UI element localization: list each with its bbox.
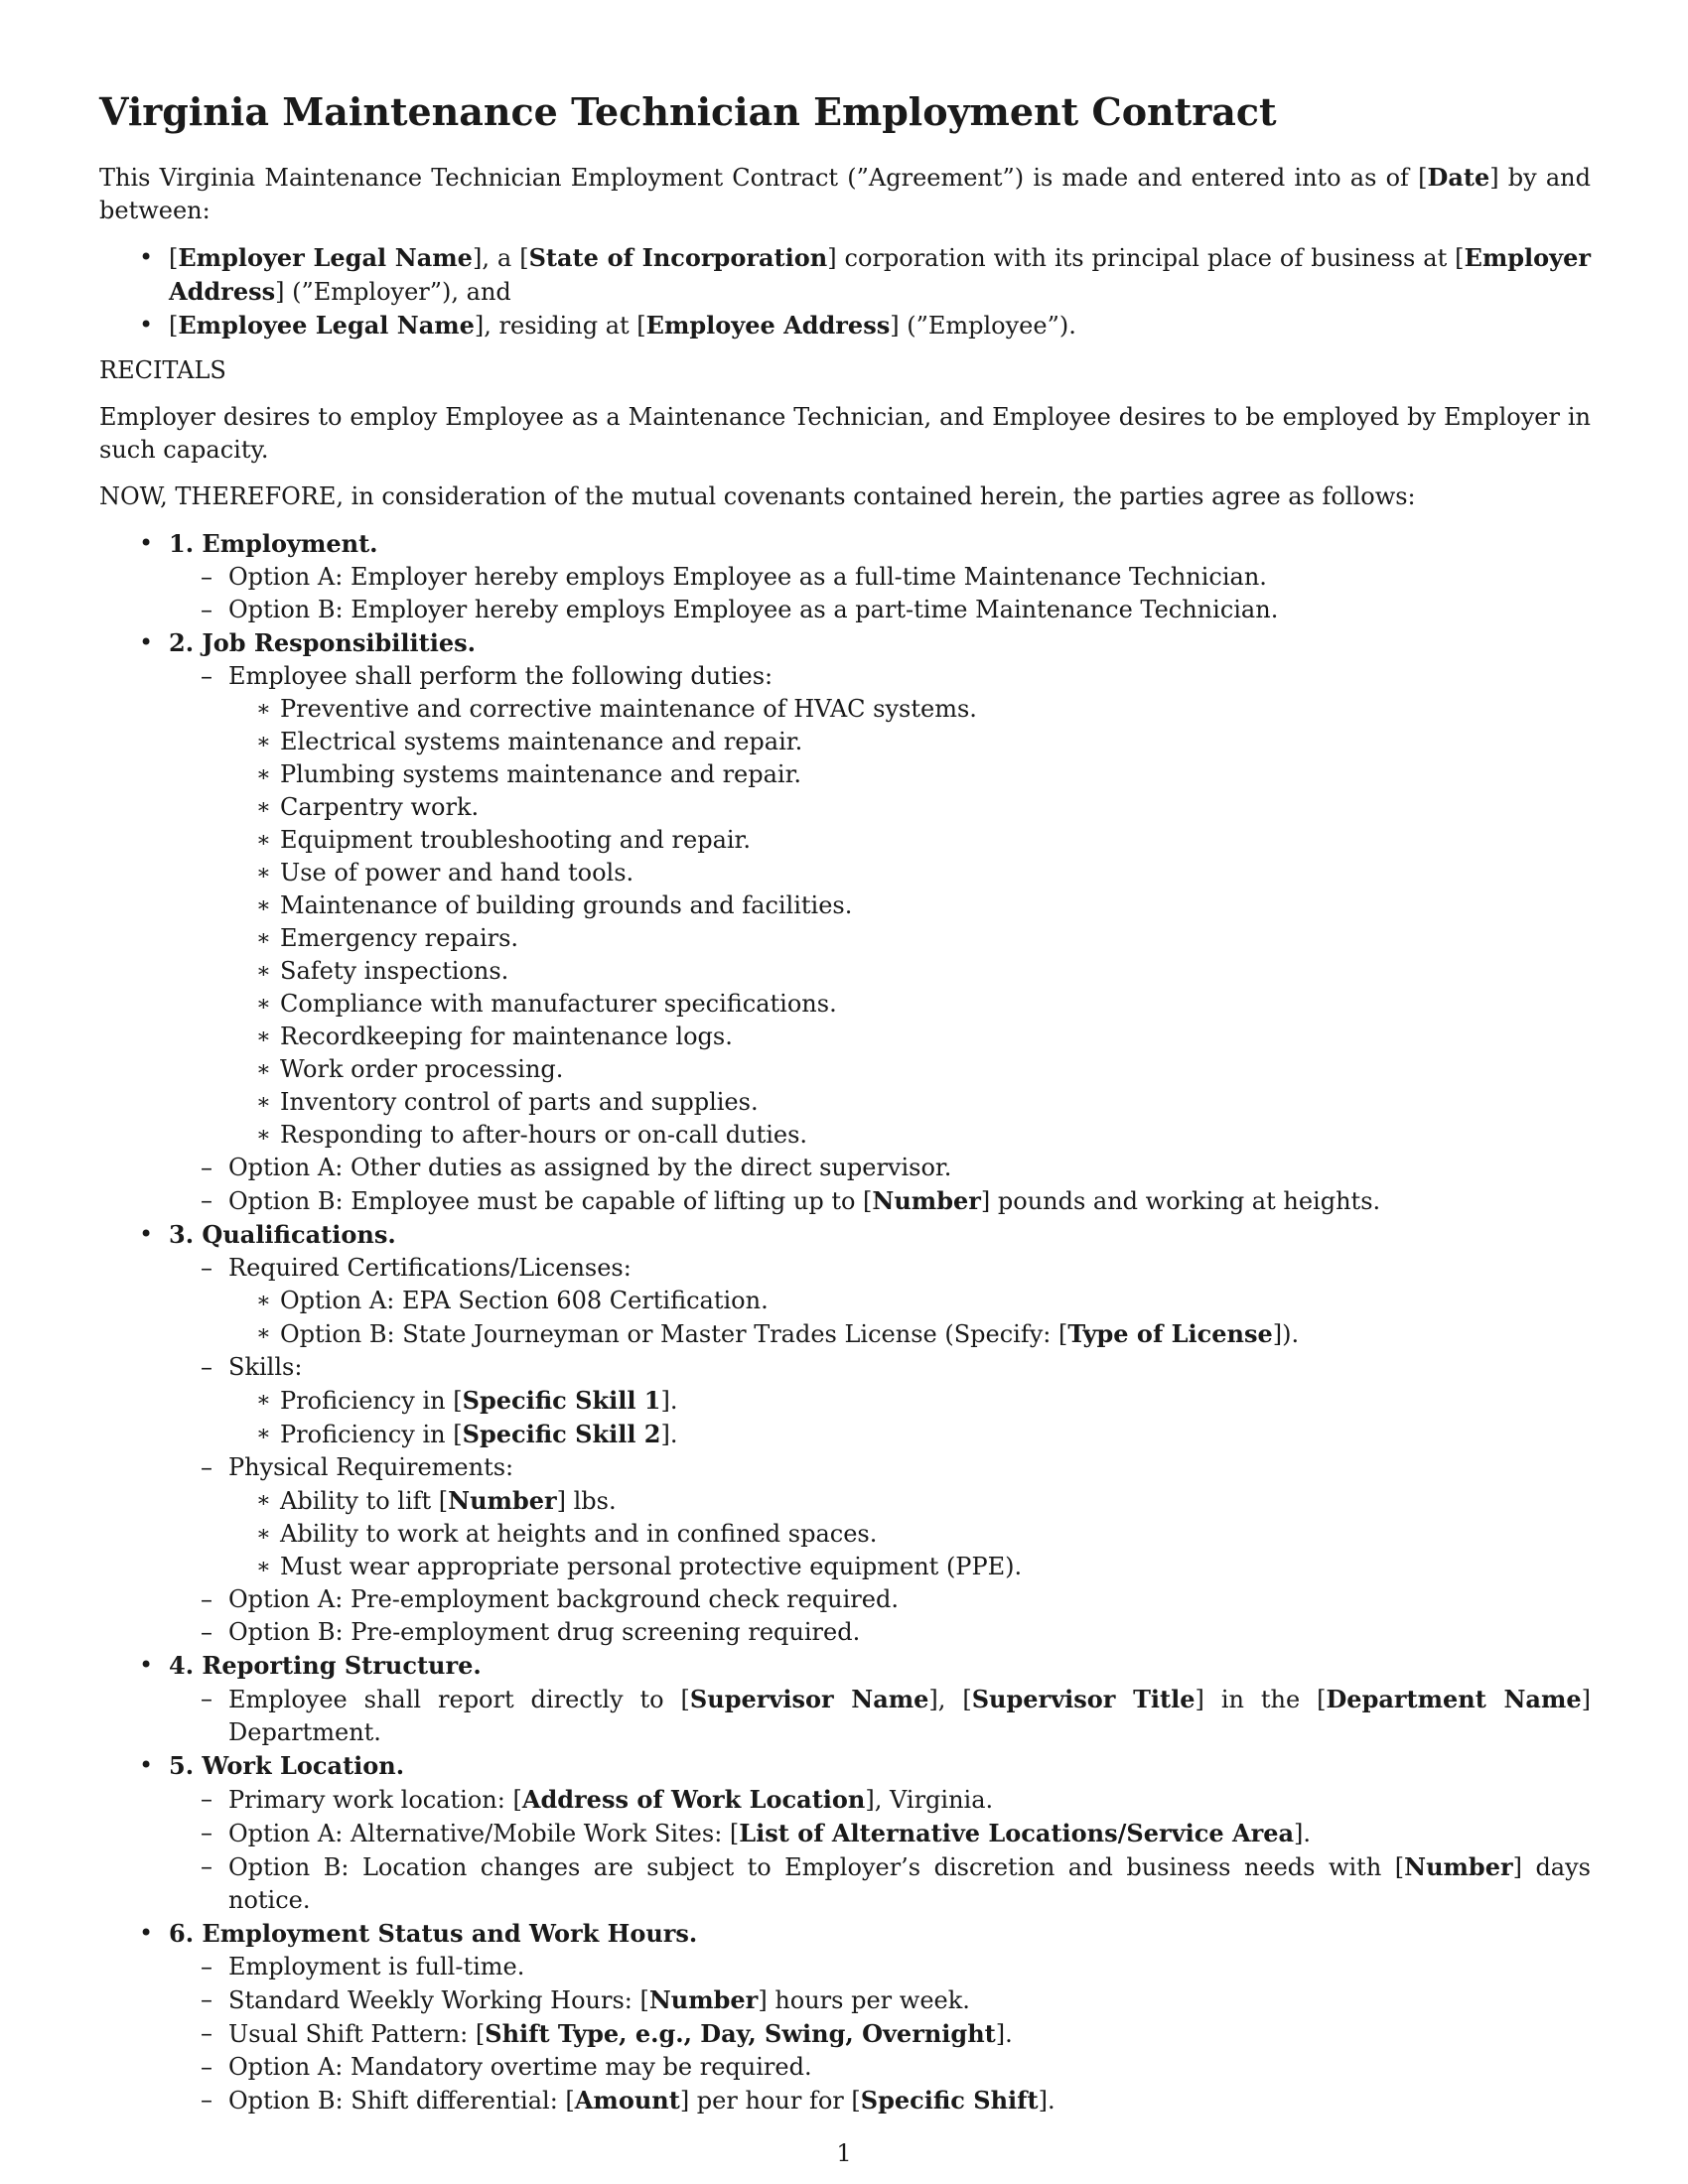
list-item: – Employee shall report directly to [Supervisor Name], [Supervisor Title] in the [Department Name] Department. bbox=[169, 1683, 1591, 1749]
list-item: – Option B: Location changes are subject to Employer’s discretion and business needs with [Number] days notice. bbox=[169, 1850, 1591, 1917]
list-item: – Option A: Pre-employment background check required. bbox=[169, 1583, 1591, 1616]
list-item: ∗ Must wear appropriate personal protective equipment (PPE). bbox=[228, 1551, 1591, 1583]
list-item: ∗ Option A: EPA Section 608 Certification. bbox=[228, 1285, 1591, 1317]
list-item: ∗ Ability to lift [Number] lbs. bbox=[228, 1484, 1591, 1518]
duty-item: ∗ Work order processing. bbox=[228, 1053, 1591, 1086]
duty-item: ∗ Safety inspections. bbox=[228, 955, 1591, 988]
page-number: 1 bbox=[836, 2139, 852, 2167]
duty-item: ∗ Preventive and corrective maintenance of HVAC systems. bbox=[228, 693, 1591, 726]
list-item: – Option B: Employer hereby employs Employee as a part-time Maintenance Technician. bbox=[169, 594, 1591, 626]
date-placeholder: Date bbox=[1427, 162, 1490, 192]
duty-item: ∗ Responding to after-hours or on-call duties. bbox=[228, 1119, 1591, 1152]
party-employee: • [Employee Legal Name], residing at [Employee Address] (”Employee”). bbox=[99, 309, 1591, 342]
section-title: 2. Job Responsibilities. bbox=[169, 627, 476, 657]
section-employment bbox=[99, 527, 1591, 626]
list-item: – Option B: Pre-employment drug screening required. bbox=[169, 1616, 1591, 1649]
list-item: – Option A: Employer hereby employs Employee as a full-time Maintenance Technician. bbox=[169, 561, 1591, 594]
list-item: ∗ Proficiency in [Specific Skill 2]. bbox=[228, 1418, 1591, 1451]
duty-item: ∗ Recordkeeping for maintenance logs. bbox=[228, 1021, 1591, 1053]
section-title: 4. Reporting Structure. bbox=[169, 1650, 482, 1680]
section-title: 5. Work Location. bbox=[169, 1750, 405, 1780]
section-title: 1. Employment. bbox=[169, 528, 378, 558]
list-item: – Employment is full-time. bbox=[169, 1951, 1591, 1983]
section-employment-status bbox=[99, 1917, 1591, 2117]
section-work-location bbox=[99, 1749, 1591, 1917]
list-item: – Physical Requirements: ∗ Ability to lift [Number] lbs. ∗ Ability to work at heights and in confined spaces. ∗ Must wear appropriate personal protective equipment (PPE). bbox=[169, 1451, 1591, 1583]
list-item: – Option A: Alternative/Mobile Work Sites: [List of Alternative Locations/Service Area]. bbox=[169, 1817, 1591, 1850]
intro-paragraph: This Virginia Maintenance Technician Employment Contract (”Agreement”) is made and entered into as of [Date] by and between: bbox=[99, 162, 1592, 224]
list-item: – Option A: Mandatory overtime may be required. bbox=[169, 2051, 1591, 2084]
sections-list bbox=[99, 527, 1591, 2117]
section-job-responsibilities bbox=[99, 626, 1591, 1218]
list-item: – Option B: Shift differential: [Amount] per hour for [Specific Shift]. bbox=[169, 2084, 1591, 2117]
list-item: – Usual Shift Pattern: [Shift Type, e.g., Day, Swing, Overnight]. bbox=[169, 2017, 1591, 2051]
list-item: – Standard Weekly Working Hours: [Number] hours per week. bbox=[169, 1983, 1591, 2017]
section-title: 6. Employment Status and Work Hours. bbox=[169, 1918, 698, 1948]
party-employer: • [Employer Legal Name], a [State of Incorporation] corporation with its principal place of business at [Employer Address] (”Employer”), and bbox=[99, 241, 1591, 309]
parties-list bbox=[99, 241, 1591, 342]
list-item: – Primary work location: [Address of Work Location], Virginia. bbox=[169, 1783, 1591, 1817]
duties-list bbox=[228, 693, 1591, 1152]
duty-item: ∗ Use of power and hand tools. bbox=[228, 857, 1591, 889]
list-item: – Required Certifications/Licenses: ∗ Option A: EPA Section 608 Certification. ∗ Option B: State Journeyman or Master Trades License (Specify: [Type of License]). bbox=[169, 1252, 1591, 1351]
list-item: – Option B: Employee must be capable of lifting up to [Number] pounds and working at heights. bbox=[169, 1184, 1591, 1218]
list-item: – Employee shall perform the following duties: ∗ Preventive and corrective maintenance of HVAC systems. ∗ Electrical systems maintenance and repair. ∗ Plumbing systems maintenance and repair. ∗ Carpentry work. ∗ Equipment troubleshooting and repair. ∗ Use of power and hand tools. ∗ Maintenance of building grounds and facilities. ∗ Emergency repairs. ∗ Safety inspections. ∗ Compliance with manufacturer specifications. ∗ Recordkeeping for maintenance logs. ∗ Work order processing. ∗ Inventory control of parts and supplies. ∗ Responding to after-hours or on-call duties. bbox=[169, 660, 1591, 1152]
list-item: – Skills: ∗ Proficiency in [Specific Skill 1]. ∗ Proficiency in [Specific Skill 2]. bbox=[169, 1351, 1591, 1451]
document-title: Virginia Maintenance Technician Employment Contract bbox=[99, 89, 1277, 134]
duty-item: ∗ Equipment troubleshooting and repair. bbox=[228, 824, 1591, 857]
duty-item: ∗ Compliance with manufacturer specifications. bbox=[228, 988, 1591, 1021]
duty-item: ∗ Emergency repairs. bbox=[228, 922, 1591, 955]
recitals-heading: RECITALS bbox=[99, 355, 226, 384]
duty-item: ∗ Carpentry work. bbox=[228, 791, 1591, 824]
duty-item: ∗ Plumbing systems maintenance and repair. bbox=[228, 758, 1591, 791]
duty-item: ∗ Maintenance of building grounds and facilities. bbox=[228, 889, 1591, 922]
recitals-text: Employer desires to employ Employee as a Maintenance Technician, and Employee desires to be employed by Employer in such capacity. bbox=[99, 402, 1591, 464]
now-therefore: NOW, THEREFORE, in consideration of the mutual covenants contained herein, the parties agree as follows: bbox=[99, 481, 1416, 510]
document-page bbox=[99, 89, 1591, 2117]
list-item: ∗ Ability to work at heights and in confined spaces. bbox=[228, 1518, 1591, 1551]
duty-item: ∗ Inventory control of parts and supplies. bbox=[228, 1086, 1591, 1119]
section-qualifications bbox=[99, 1218, 1591, 1649]
list-item: ∗ Proficiency in [Specific Skill 1]. bbox=[228, 1384, 1591, 1418]
duty-item: ∗ Electrical systems maintenance and repair. bbox=[228, 726, 1591, 758]
section-title: 3. Qualifications. bbox=[169, 1219, 396, 1249]
list-item: ∗ Option B: State Journeyman or Master Trades License (Specify: [Type of License]). bbox=[228, 1317, 1591, 1351]
section-reporting-structure bbox=[99, 1649, 1591, 1749]
list-item: – Option A: Other duties as assigned by the direct supervisor. bbox=[169, 1152, 1591, 1184]
